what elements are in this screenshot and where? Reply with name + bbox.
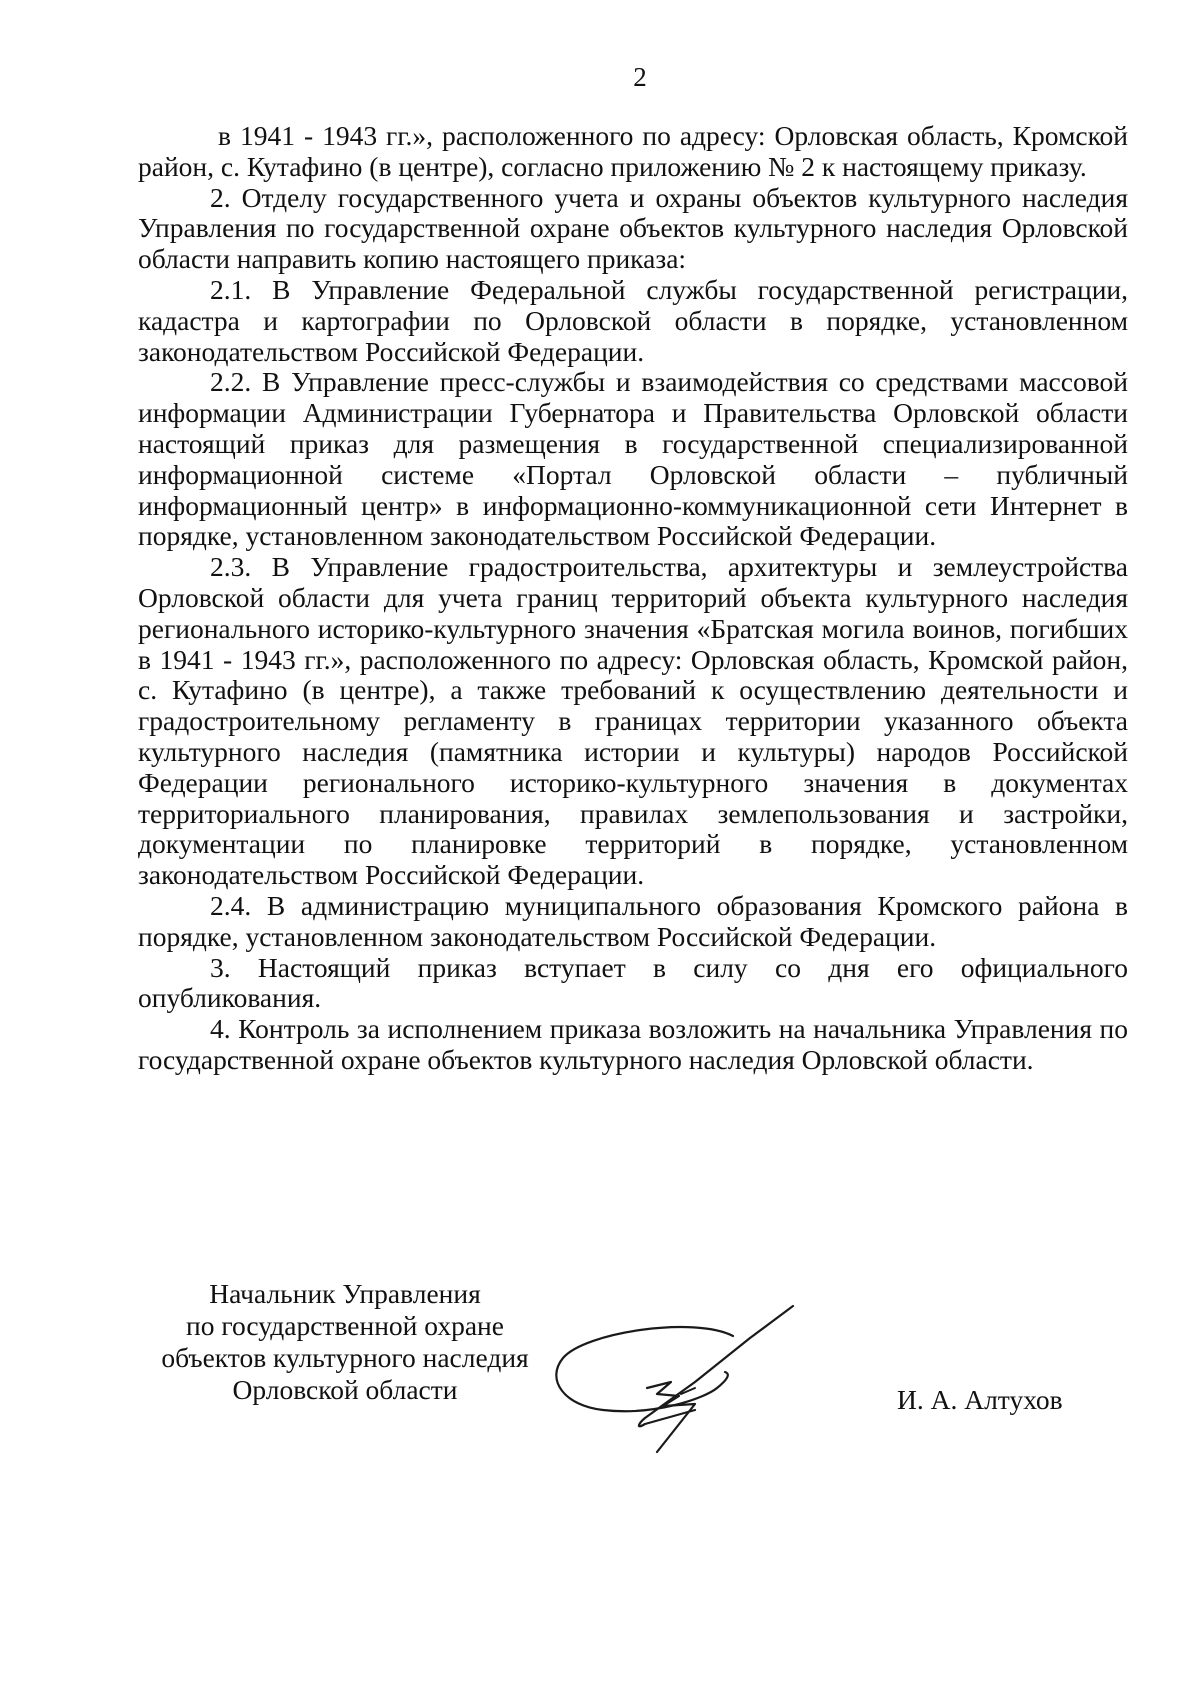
paragraph-item-3: 3. Настоящий приказ вступает в силу со дня его официального опубликования. <box>138 951 1128 1014</box>
paragraph-item-2-4: 2.4. В администрацию муниципального образования Кромского района в порядке, установленном законодательством Российской Федерации. <box>138 889 1128 952</box>
page-number: 2 <box>633 62 647 92</box>
paragraph-continuation: в 1941 - 1943 гг.», расположенного по адресу: Орловская область, Кромской район, с. Кутафино (в центре), согласно приложению № 2 к настоящему приказу. <box>138 120 1128 182</box>
signatory-position-line: Орловской области <box>232 1374 458 1405</box>
paragraph-item-2-1: 2.1. В Управление Федеральной службы государственной регистрации, кадастра и картографии по Орловской области в порядке, установленном законодательством Российской Федерации. <box>138 273 1128 367</box>
paragraph-item-2: 2. Отделу государственного учета и охраны объектов культурного наследия Управления по государственной охране объектов культурного наследия Орловской области направить копию настоящего приказа: <box>138 181 1128 275</box>
paragraph-item-2-3: 2.3. В Управление градостроительства, архитектуры и землеустройства Орловской области для учета границ территорий объекта культурного наследия регионального историко-культурного значения «Братская могила воинов, погибших в 1941 - 1943 гг.», расположенного по адресу: Орловская область, Кромской район, с. Кутафино (в центре), а также требований к осуществлению деятельности и градостроительному регламенту в границах территории указанного объекта культурного наследия (памятника истории и культуры) народов Российской Федерации регионального историко-культурного значения в документах территориального планирования, правилах землепользования и застройки, документации по планировке территорий в порядке, установленном законодательством Российской Федерации. <box>138 551 1128 891</box>
signatory-position <box>145 1278 545 1406</box>
handwritten-signature <box>545 1300 805 1460</box>
paragraph-item-4: 4. Контроль за исполнением приказа возложить на начальника Управления по государственной охране объектов культурного наследия Орловской области. <box>138 1013 1128 1075</box>
signatory-position-line: по государственной охране <box>186 1310 504 1341</box>
signatory-position-line: объектов культурного наследия <box>161 1342 529 1373</box>
paragraph-item-2-2: 2.2. В Управление пресс-службы и взаимодействия со средствами массовой информации Администрации Губернатора и Правительства Орловской области настоящий приказ для размещения в государственной специализированной информационной системе «Портал Орловской области – публичный информационный центр» в информационно-коммуникационной сети Интернет в порядке, установленном законодательством Российской Федерации. <box>138 366 1128 552</box>
signatory-name: И. А. Алтухов <box>897 1384 1063 1415</box>
document-body <box>138 121 1128 1076</box>
signatory-position-line: Начальник Управления <box>209 1278 481 1309</box>
